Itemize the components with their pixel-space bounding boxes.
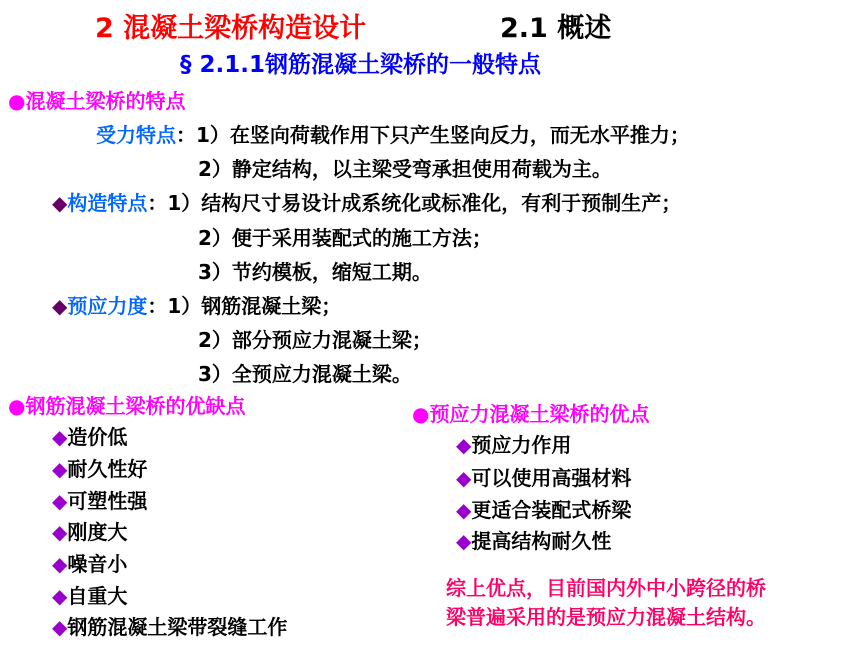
- slide-title: 2 混凝土梁桥构造设计: [95, 13, 367, 44]
- force-feature-line-2: 2）静定结构，以主梁受弯承担使用荷载为主。: [198, 157, 612, 181]
- diamond-bullet-icon: ◆: [52, 520, 68, 544]
- features-heading-text: 混凝土梁桥的特点: [25, 89, 186, 113]
- list-item: [52, 485, 147, 514]
- conclusion-line-1: 综上优点，目前国内外中小跨径的桥: [446, 576, 766, 600]
- list-item: [456, 525, 611, 554]
- list-item-text: 耐久性好: [67, 457, 148, 481]
- list-item-text: 自重大: [67, 584, 128, 608]
- diamond-bullet-icon: ◆: [52, 457, 68, 481]
- list-item-text: 噪音小: [67, 552, 128, 576]
- list-item: [52, 516, 127, 545]
- list-item-text: 预应力作用: [471, 433, 572, 457]
- diamond-bullet-icon: ◆: [52, 552, 68, 576]
- conclusion-line-2: 梁普遍采用的是预应力混凝土结构。: [446, 605, 766, 629]
- ps-pros-heading: [412, 398, 649, 427]
- list-item: [456, 494, 631, 523]
- list-item: [456, 429, 571, 458]
- construction-label: 构造特点: [67, 191, 148, 215]
- list-item: [52, 548, 127, 577]
- slide-subtitle: 2.1 概述: [500, 13, 612, 44]
- list-item: [52, 580, 127, 609]
- construction-item: 1）结构尺寸易设计成系统化或标准化，有利于预制生产；: [167, 191, 682, 215]
- construction-feature-line-1: [52, 187, 681, 216]
- prestress-colon: ：: [147, 294, 168, 318]
- diamond-bullet-icon: ◆: [52, 294, 68, 318]
- conclusion-text: [446, 574, 766, 632]
- diamond-bullet-icon: ◆: [456, 433, 472, 457]
- force-feature-line-1: [96, 119, 690, 148]
- diamond-bullet-icon: ◆: [52, 425, 68, 449]
- list-item-text: 造价低: [67, 425, 128, 449]
- features-heading: [8, 85, 185, 114]
- diamond-bullet-icon: ◆: [52, 489, 68, 513]
- diamond-bullet-icon: ◆: [456, 466, 472, 490]
- prestress-label: 预应力度: [67, 294, 148, 318]
- list-item: [456, 462, 631, 491]
- prestress-feature-line-1: [52, 290, 341, 319]
- prestress-item: 1）钢筋混凝土梁；: [167, 294, 342, 318]
- construction-feature-line-3: 3）节约模板，缩短工期。: [198, 260, 432, 284]
- diamond-bullet-icon: ◆: [52, 191, 68, 215]
- rc-pros-cons-heading-text: 钢筋混凝土梁桥的优缺点: [25, 394, 246, 418]
- force-label: 受力特点: [96, 123, 176, 147]
- diamond-bullet-icon: ◆: [456, 529, 472, 553]
- list-item: [52, 453, 147, 482]
- rc-pros-cons-heading: [8, 390, 245, 419]
- list-item-text: 钢筋混凝土梁带裂缝工作: [67, 615, 288, 639]
- construction-feature-line-2: 2）便于采用装配式的施工方法；: [198, 226, 492, 250]
- section-heading: § 2.1.1钢筋混凝土梁桥的一般特点: [180, 52, 541, 78]
- list-item: [52, 421, 127, 450]
- diamond-bullet-icon: ◆: [52, 615, 68, 639]
- list-item-text: 更适合装配式桥梁: [471, 498, 632, 522]
- bullet-dot-icon: ●: [8, 89, 26, 113]
- ps-pros-heading-text: 预应力混凝土梁桥的优点: [429, 402, 650, 426]
- list-item-text: 可塑性强: [67, 489, 148, 513]
- bullet-dot-icon: ●: [412, 402, 430, 426]
- construction-colon: ：: [147, 191, 168, 215]
- diamond-bullet-icon: ◆: [456, 498, 472, 522]
- list-item-text: 刚度大: [67, 520, 128, 544]
- list-item-text: 提高结构耐久性: [471, 529, 612, 553]
- force-item: 1）在竖向荷载作用下只产生竖向反力，而无水平推力；: [196, 123, 690, 147]
- diamond-bullet-icon: ◆: [52, 584, 68, 608]
- list-item: [52, 611, 287, 640]
- prestress-feature-line-2: 2）部分预应力混凝土梁；: [198, 328, 432, 352]
- bullet-dot-icon: ●: [8, 394, 26, 418]
- force-colon: ：: [176, 123, 196, 147]
- list-item-text: 可以使用高强材料: [471, 466, 632, 490]
- prestress-feature-line-3: 3）全预应力混凝土梁。: [198, 362, 412, 386]
